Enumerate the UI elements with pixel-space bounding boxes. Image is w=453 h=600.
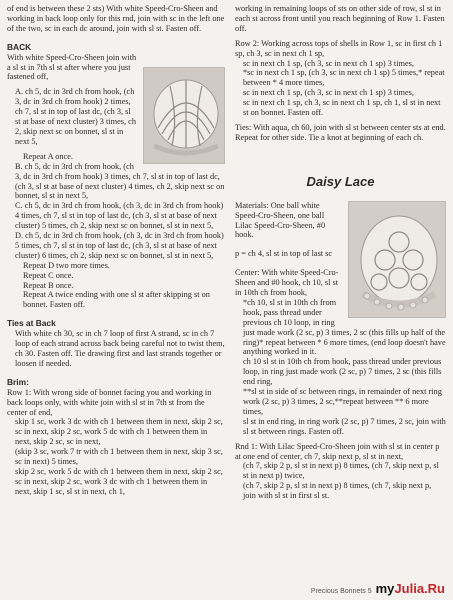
brim-step-c: skip 2 sc, work 5 dc with ch 1 between them in next, skip 2 sc, sc in next, skip 2 sc, work 3 dc with ch 1 between them in next, skip 1 sc, sl st in next, ch 1, — [15, 466, 223, 496]
picot-definition: p = ch 4, sl st in top of last sc — [235, 249, 333, 259]
repeat-a-twice: Repeat A twice ending with one sl st after skipping st on bonnet. Fasten off. — [23, 290, 210, 310]
center-step-2: ch 10 sl st in 10th ch from hook, pass thread under previous loop, in ring just made work (2 sc, p) 7 times, 2 sc (this fills end ring, — [243, 357, 442, 387]
right-intro: working in remaining loops of sts on other side of row, sl st in each st across front until you reach beginning of Row 1. Fasten off. — [235, 4, 445, 33]
row-2-b: *sc in next ch 1 sp, (ch 3, sc in next ch 1 sp) 5 times,* repeat between * 4 more times, — [243, 68, 445, 88]
footer-caption: Precious Bonnets 5 — [310, 588, 372, 596]
brim-step-b: (skip 3 sc, work 7 tr with ch 1 between them in next, skip 3 sc, sc in next) 5 times, — [15, 447, 223, 467]
row-2: Row 2: Working across tops of shells in Row 1, sc in first ch 1 sp, ch 3, sc in next ch 1 sp, — [235, 38, 443, 58]
repeat-b: Repeat B once. — [23, 280, 74, 290]
center-step-4: sl st in end ring, in ring work (2 sc, p) 7 times, 2 sc, join with sl st between rings. Fasten off. — [243, 416, 446, 436]
bonnet-photo-back — [143, 67, 225, 164]
row-a: A. ch 5, dc in 3rd ch from hook, (ch 3, dc in 3rd ch from hook) 2 times, ch 7, sl st in top of last dc, (ch 3, sl st at base of next cluster) 3 times, ch 2, skip next sc on bonnet, sl st in next 5, — [15, 87, 136, 146]
row-d: D. ch 5, dc in 3rd ch from hook, (ch 3, dc in 3rd ch from hook) 5 times, ch 7, sl st in top of last dc, (ch 3, sl st at base of next cluster) 6 times, ch 2, skip next sc on bonnet, sl st in next 5, — [15, 231, 224, 260]
ties-at-back-text: With white ch 30, sc in ch 7 loop of first A strand, sc in ch 7 loop of each strand across back being careful not to twist them, ch 30. Fasten off. Tie drawing first and last strands together or loosen if needed. — [15, 329, 225, 368]
footer — [310, 581, 445, 597]
row-2-d: sc in next ch 1 sp, ch 3, sc in next ch 1 sp, ch 1, sl st in next st on bonnet. Fasten off. — [243, 98, 441, 118]
bonnet-photo-daisy — [348, 201, 446, 318]
rnd-1-b: (ch 7, skip 2 p, sl st in next p) 8 times, (ch 7, skip next p, join with sl st in first sl st. — [243, 481, 432, 501]
repeat-d: Repeat D two more times. — [23, 260, 110, 270]
back-intro: With white Speed-Cro-Sheen join with a sl st in 7th sl st after where you just fastened off, — [7, 52, 137, 82]
left-column — [7, 4, 225, 497]
row-b: B. ch 5, dc in 3rd ch from hook, (ch 3, dc in 3rd ch from hook) 3 times, ch 7, sl st in top of last dc, (ch 3, sl st at base of next cluster) 4 times, ch 2, skip next sc on bonnet, sl st in next 5, — [15, 161, 225, 201]
site-name: Julia — [394, 581, 425, 597]
center-step-1: *ch 10, sl st in 10th ch from hook, pass thread under previous ch 10 loop, in ring just made work (2 sc, p) 3 times, 2 sc (this fills up half of the ring)* repeat between * 6 more times, (end loop doesn't have anything worked in it. — [243, 297, 446, 357]
rnd-1-a: (ch 7, skip 2 p, sl st in next p) 8 times, (ch 7, skip next p, sl st in next p) twice, — [243, 461, 439, 481]
row-2-c: sc in next ch 1 sp, (ch 3, sc in next ch 1 sp) 3 times, — [243, 88, 414, 98]
rnd-1: Rnd 1: With Lilac Speed-Cro-Sheen join with sl st in center p at one end of center, ch 7, skip next p, sl st in next, — [235, 441, 440, 461]
brim-row-1: Row 1: With wrong side of bonnet facing you and working in back loops only, with white join with sl st in 7th st from the center of end, — [7, 387, 212, 417]
repeat-a: Repeat A once. — [23, 151, 73, 161]
pattern-title: Daisy Lace — [306, 173, 375, 189]
center-step-3: **sl st in side of sc between rings, in remainder of next ring work (2 sc, p) 3 times, 2 sc,**repeat between ** 6 more times, — [243, 387, 442, 416]
center-intro: Center: With white Speed-Cro-Sheen and #0 hook, ch 10, sl st in 10th ch from hook, — [235, 268, 339, 298]
site-prefix: my — [375, 581, 395, 597]
brim-heading: Brim: — [7, 376, 29, 387]
repeat-c: Repeat C once. — [23, 270, 74, 280]
bonnet-photo-daisy-image — [349, 202, 445, 317]
row-c: C. ch 5, dc in 3rd ch from hook, (ch 3, dc in 3rd ch from hook) 4 times, ch 7, sl st in top of last dc, (ch 3, sl st at base of next cluster) 5 times, ch 2, skip next sc on bonnet, sl st in next 5, — [15, 201, 224, 231]
materials: Materials: One ball white Speed-Cro-Sheen, one ball Lilac Speed-Cro-Sheen, #0 hook. — [235, 200, 326, 240]
site-suffix: .Ru — [424, 581, 445, 597]
right-column — [235, 4, 446, 501]
ties-at-back-heading: Ties at Back — [7, 318, 56, 329]
back-heading: BACK — [7, 41, 32, 52]
row-2-a: sc in next ch 1 sp, (ch 3, sc in next ch 1 sp) 3 times, — [243, 58, 414, 68]
brim-step-a: skip 1 sc, work 3 dc with ch 1 between them in next, skip 2 sc, sc in next, skip 2 sc, work 5 dc with ch 1 between them in next, skip 2 sc, sc in next, — [15, 417, 223, 447]
intro-text: of end is between these 2 sts) With white Speed-Cro-Sheen and working in back loop only for this rnd, join with sc in the left one of the two, sc in each dc around, join with sl st. Fasten off. — [7, 4, 225, 33]
ties-text: Ties: With aqua, ch 60, join with sl st between center sts at end. Repeat for other side. Tie a knot at beginning of each ch. — [235, 122, 446, 142]
bonnet-photo-back-image — [144, 68, 224, 163]
